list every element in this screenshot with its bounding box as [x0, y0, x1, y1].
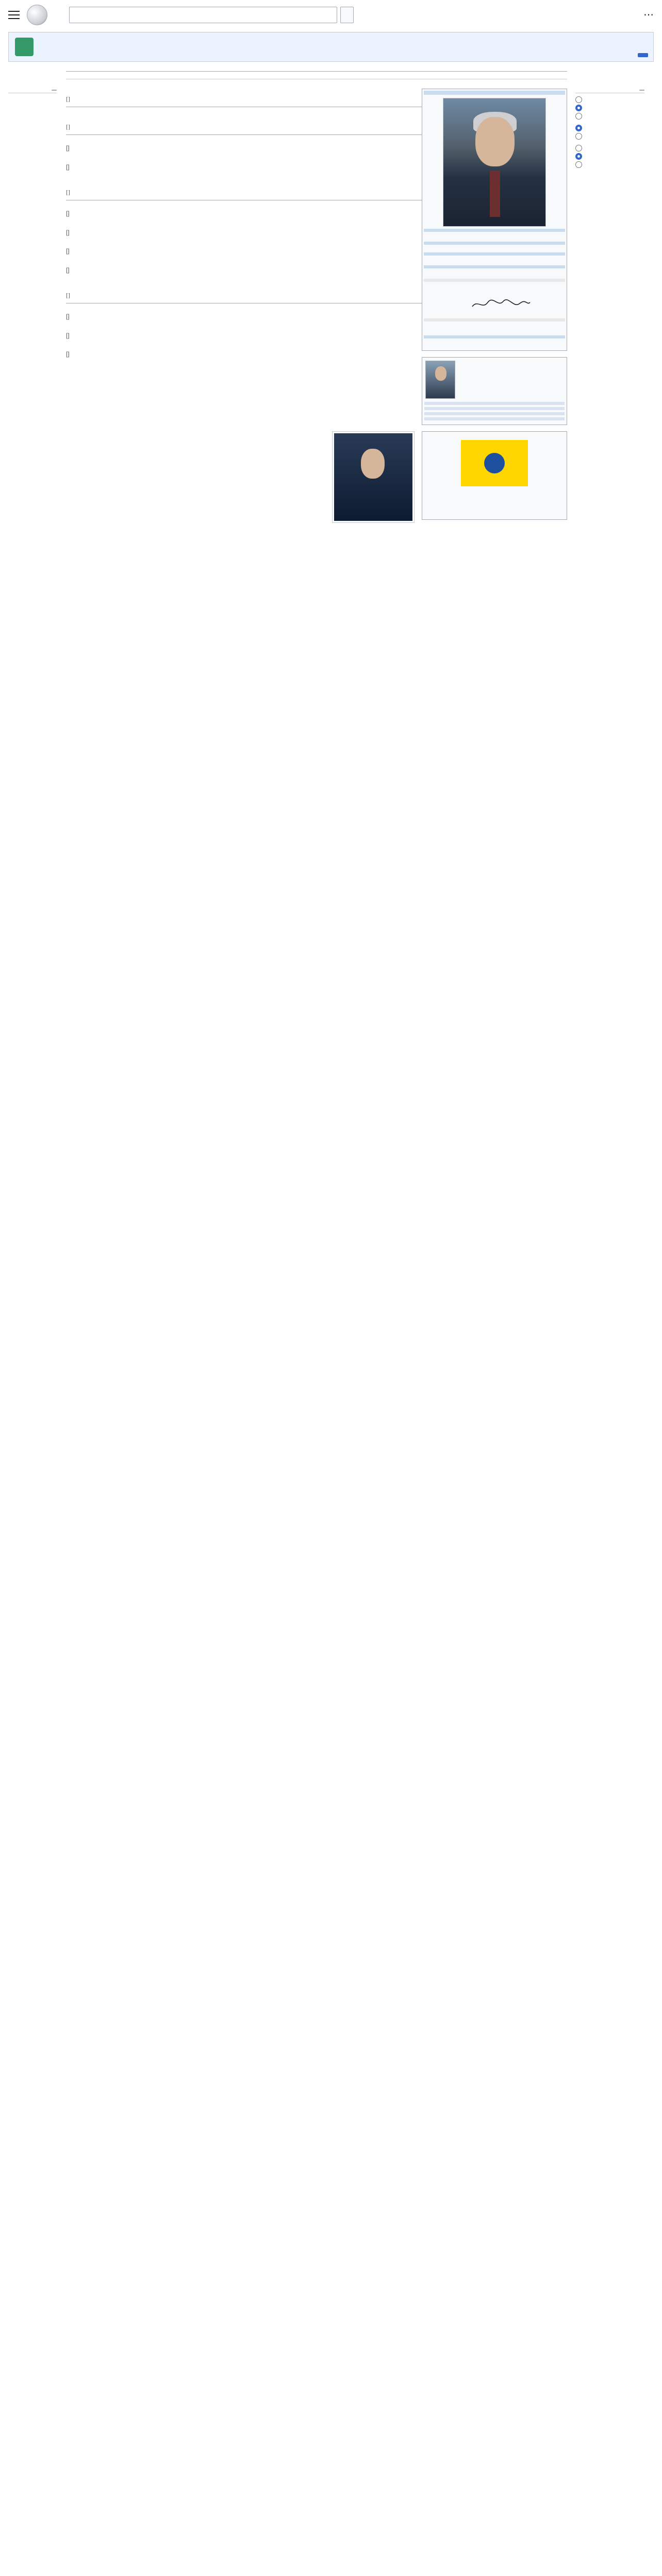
- radio-icon[interactable]: [575, 153, 582, 160]
- infobox-row: [424, 262, 565, 264]
- edit-section-link[interactable]: []: [66, 163, 70, 171]
- radio-option[interactable]: [575, 96, 644, 103]
- wikipedia-logo[interactable]: [27, 5, 52, 25]
- color-options: [575, 145, 644, 168]
- globe-icon: [27, 5, 47, 25]
- campaign-banner: [8, 32, 654, 62]
- radio-option[interactable]: [575, 161, 644, 168]
- edit-section-link[interactable]: []: [66, 331, 70, 339]
- infobox-key: [425, 297, 470, 313]
- search-input[interactable]: [69, 7, 337, 23]
- infobox-row: [424, 296, 565, 314]
- infobox-row: [424, 332, 565, 334]
- infobox-row: [424, 238, 565, 240]
- edit-section-link[interactable]: []: [66, 266, 70, 274]
- edit-section-link[interactable]: []: [66, 210, 70, 217]
- official-portrait[interactable]: [443, 98, 546, 227]
- infobox-title: [424, 91, 565, 95]
- edit-section-link[interactable]: []: [66, 292, 70, 299]
- more-options-icon[interactable]: ⋯: [643, 9, 654, 21]
- text-size-options: [575, 96, 644, 120]
- radio-icon[interactable]: [575, 133, 582, 140]
- edit-section-link[interactable]: []: [66, 247, 70, 255]
- header: [0, 0, 662, 30]
- radio-option[interactable]: [575, 133, 644, 140]
- edit-section-link[interactable]: []: [66, 189, 70, 196]
- vte-links[interactable]: [422, 517, 567, 519]
- edit-section-link[interactable]: []: [66, 144, 70, 151]
- edit-section-link[interactable]: []: [66, 313, 70, 320]
- series-section: [424, 417, 565, 420]
- radio-option[interactable]: [575, 125, 644, 131]
- page-tabs: [66, 74, 567, 79]
- infobox-row: [424, 275, 565, 277]
- search-form: [69, 7, 354, 23]
- vte-links[interactable]: [422, 422, 567, 425]
- signature-image: [470, 297, 564, 313]
- search-button[interactable]: [340, 7, 354, 23]
- radio-icon[interactable]: [575, 125, 582, 131]
- radio-icon[interactable]: [575, 113, 582, 120]
- appearance-hide-button[interactable]: [639, 90, 644, 91]
- series-section: [424, 407, 565, 410]
- radio-option[interactable]: [575, 145, 644, 151]
- width-options: [575, 125, 644, 140]
- radio-icon[interactable]: [575, 161, 582, 168]
- search-wrap: [69, 7, 337, 23]
- edit-section-link[interactable]: []: [66, 95, 70, 103]
- user-links: [622, 7, 654, 23]
- main-menu-icon[interactable]: [8, 11, 20, 19]
- liberalism-flag-image[interactable]: [461, 440, 528, 486]
- press-conference-photo[interactable]: [334, 433, 412, 521]
- thumbnail-figure: [332, 431, 415, 523]
- campaign-icon: [15, 38, 34, 56]
- page-layout: [0, 68, 662, 528]
- article-body: [66, 89, 567, 359]
- radio-option[interactable]: [575, 105, 644, 111]
- infobox-row: [424, 347, 565, 349]
- series-navbox: [422, 357, 567, 425]
- toc-header: [8, 90, 57, 93]
- series-section: [424, 412, 565, 415]
- edit-section-link[interactable]: []: [66, 123, 70, 130]
- table-of-contents: [0, 68, 57, 528]
- appearance-panel: [567, 68, 644, 528]
- liberalism-navbox: [422, 431, 567, 520]
- radio-icon[interactable]: [575, 96, 582, 103]
- main-content: [57, 68, 567, 528]
- series-portrait[interactable]: [425, 361, 455, 399]
- radio-icon[interactable]: [575, 105, 582, 111]
- edit-section-link[interactable]: []: [66, 228, 70, 236]
- infobox-row: [424, 314, 565, 316]
- toc-hide-button[interactable]: [52, 90, 57, 91]
- radio-option[interactable]: [575, 113, 644, 120]
- title-row: [66, 68, 567, 72]
- radio-icon[interactable]: [575, 145, 582, 151]
- radio-option[interactable]: [575, 153, 644, 160]
- series-section: [424, 402, 565, 405]
- infobox-row: [424, 249, 565, 251]
- edit-section-link[interactable]: []: [66, 350, 70, 358]
- participate-button[interactable]: [638, 53, 648, 57]
- infobox: [422, 89, 567, 351]
